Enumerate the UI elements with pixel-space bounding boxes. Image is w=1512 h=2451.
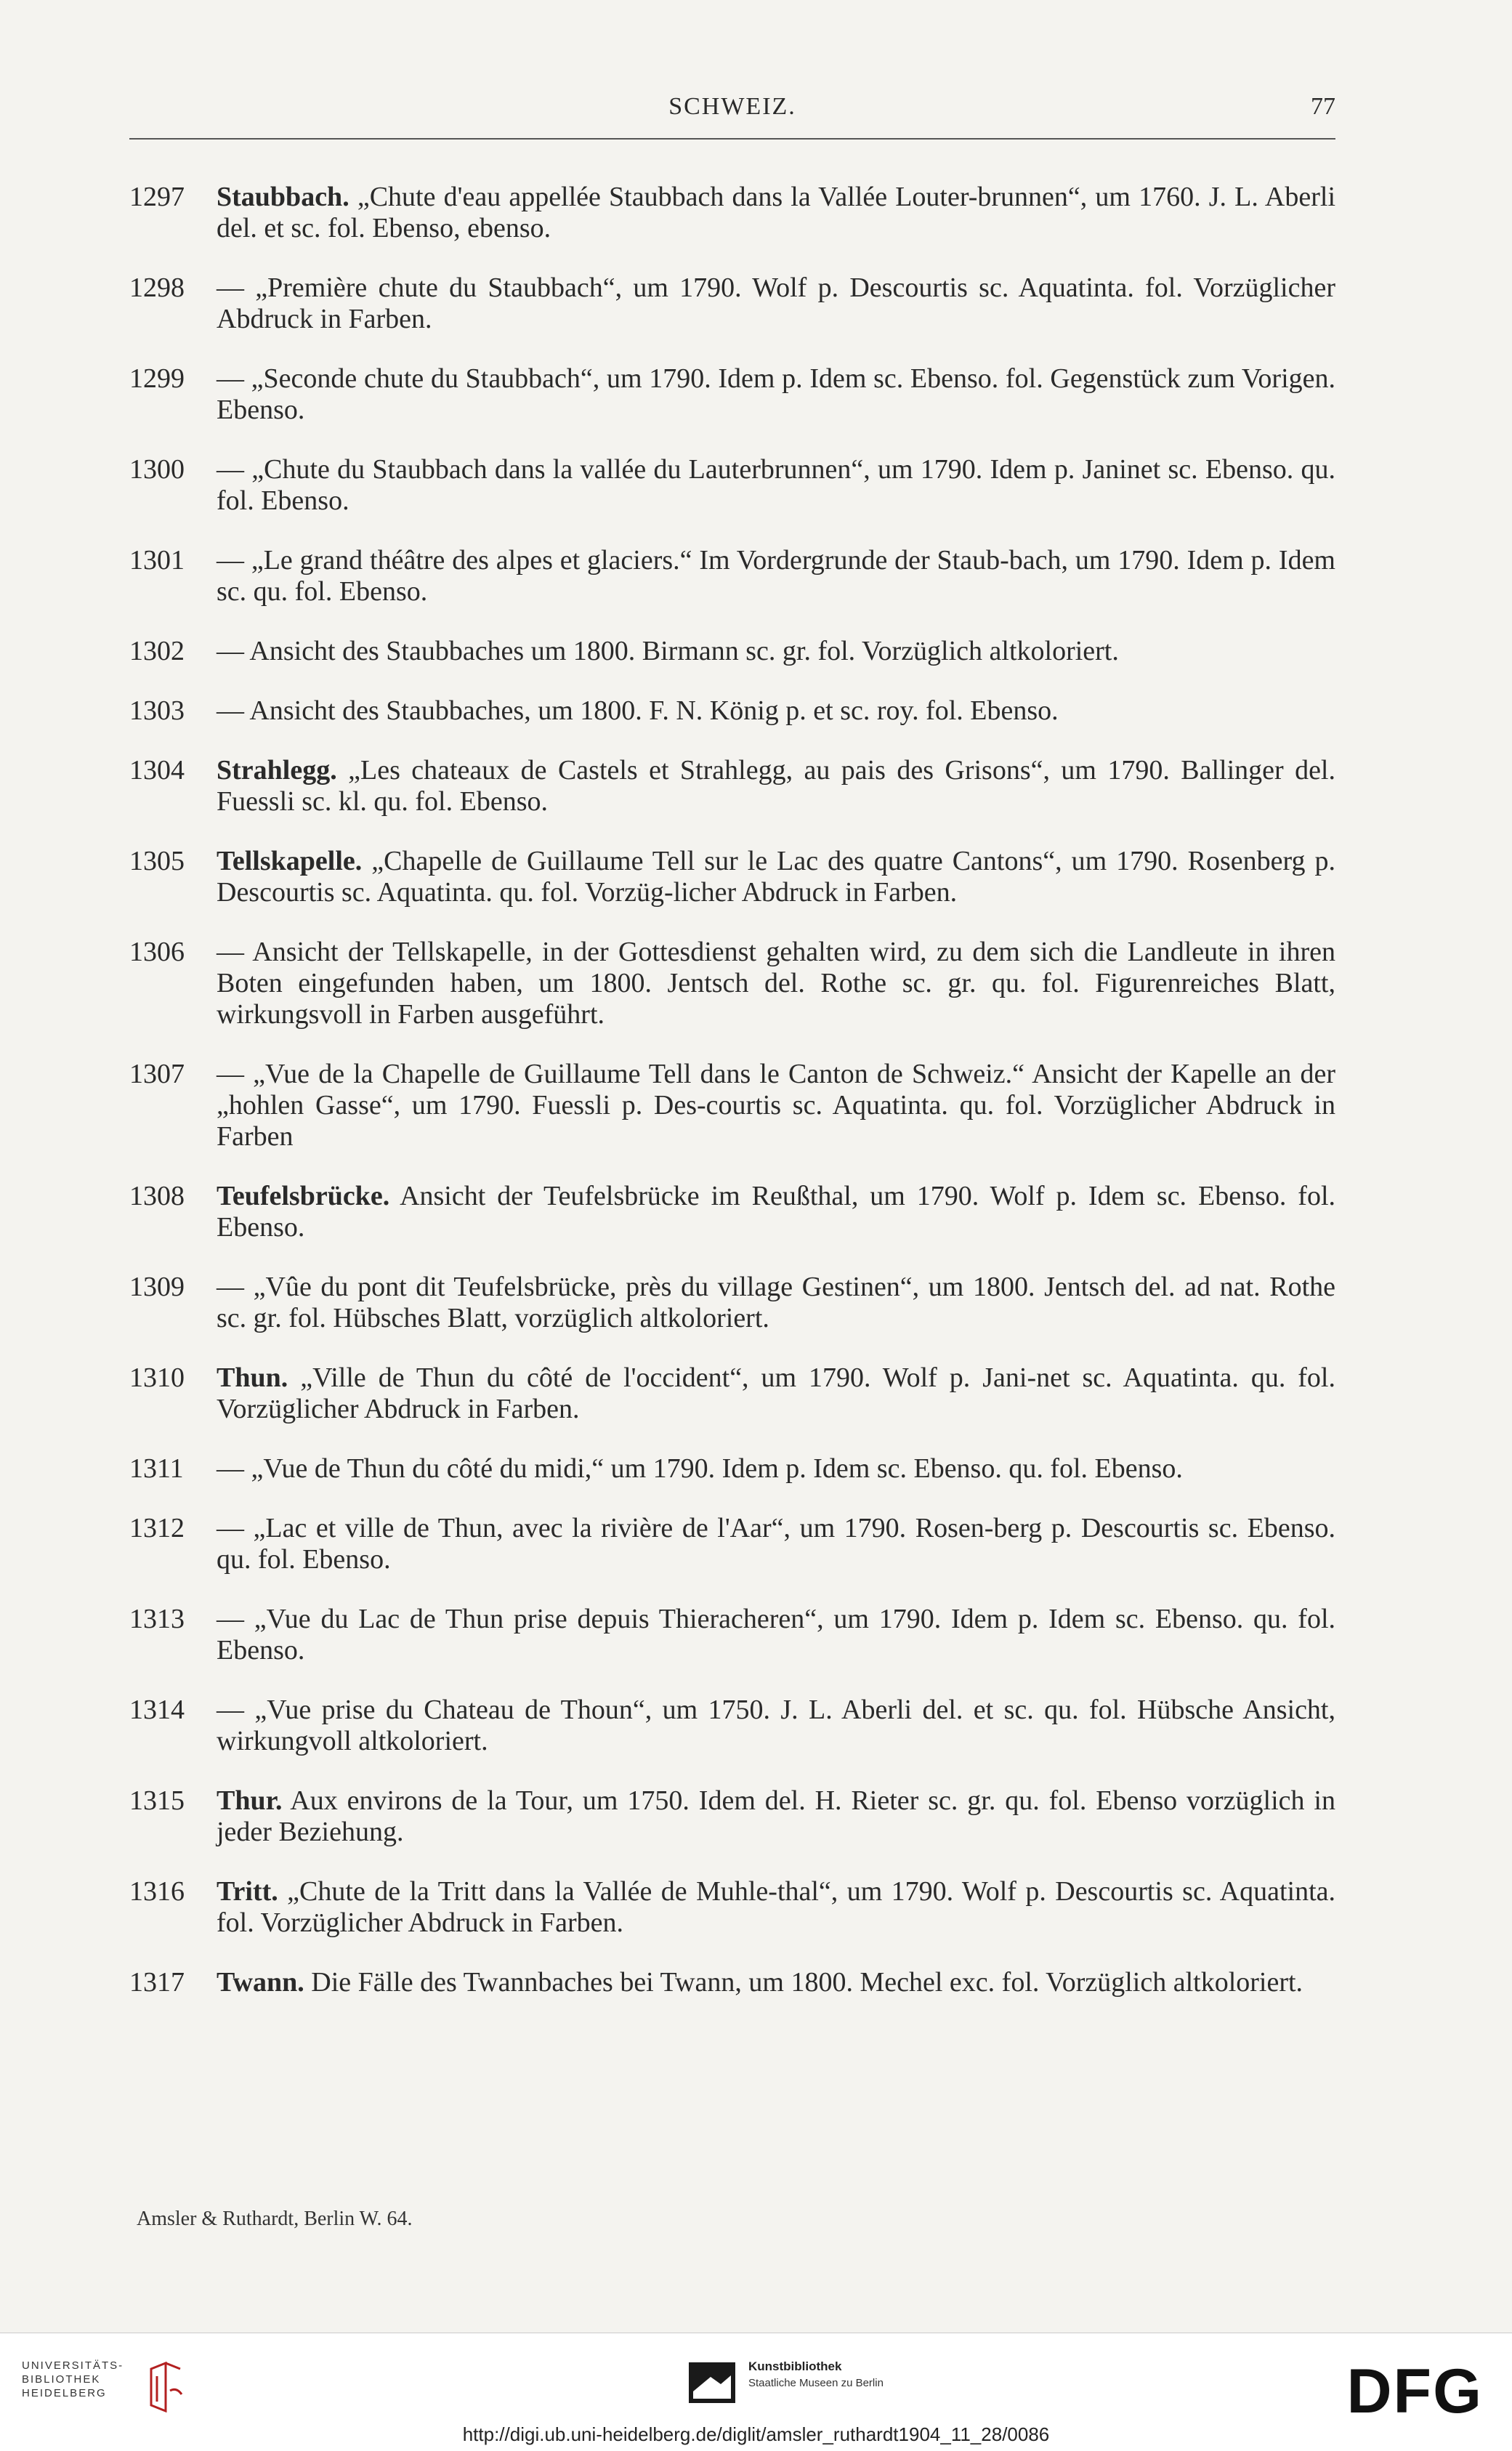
catalog-entries: [129, 182, 1335, 2027]
dfg-logo[interactable]: DFG: [1346, 2357, 1483, 2426]
entry-title: Tellskapelle.: [217, 846, 363, 876]
kunstbibliothek-logo[interactable]: [689, 2357, 979, 2407]
entry-number: 1309: [129, 1272, 185, 1302]
catalog-entry: [129, 1059, 1335, 1152]
entry-body: [217, 182, 1335, 244]
catalog-entry: [129, 1785, 1335, 1848]
catalog-entry: [129, 1181, 1335, 1243]
catalog-entry: [129, 1362, 1335, 1425]
entry-text: „Chapelle de Guillaume Tell sur le Lac des quatre Cantons“, um 1790. Rosenberg p. Descourtis sc. Aquatinta. qu. fol. Vorzüg-licher Abdruck in Farben.: [217, 846, 1335, 908]
uni-line-2: BIBLIOTHEK: [22, 2373, 101, 2386]
entry-title: Strahlegg.: [217, 755, 337, 786]
permalink-url[interactable]: http://digi.ub.uni-heidelberg.de/diglit/amsler_ruthardt1904_11_28/0086: [462, 2423, 1050, 2445]
entry-body: [217, 1695, 1335, 1757]
catalog-entry: [129, 1876, 1335, 1939]
entry-text: — Ansicht des Staubbaches, um 1800. F. N. König p. et sc. roy. fol. Ebenso.: [217, 695, 1059, 726]
entry-text: „Chute d'eau appellée Staubbach dans la Vallée Louter-brunnen“, um 1760. J. L. Aberli del. et sc. fol. Ebenso, ebenso.: [217, 182, 1335, 243]
entry-text: — Ansicht der Tellskapelle, in der Gottesdienst gehalten wird, zu dem sich die Landleute in ihren Boten eingefunden haben, um 1800. Jentsch del. Rothe sc. gr. qu. fol. Figurenreiches Blatt, wirkungsvoll in Farben ausgeführt.: [217, 937, 1335, 1030]
entry-text: — „Le grand théâtre des alpes et glaciers.“ Im Vordergrunde der Staub-bach, um 1790. Idem p. Idem sc. qu. fol. Ebenso.: [217, 545, 1335, 607]
university-seal-icon: [144, 2362, 187, 2412]
catalog-entry: [129, 272, 1335, 335]
entry-text: — „Seconde chute du Staubbach“, um 1790. Idem p. Idem sc. Ebenso. fol. Gegenstück zum Vorigen. Ebenso.: [217, 363, 1335, 425]
entry-title: Tritt.: [217, 1876, 278, 1907]
entry-body: [217, 1453, 1335, 1485]
entry-title: Thur.: [217, 1785, 283, 1816]
entry-number: 1310: [129, 1362, 185, 1393]
entry-body: [217, 1604, 1335, 1666]
entry-number: 1301: [129, 545, 185, 576]
header-rule: [129, 138, 1335, 140]
entry-number: 1298: [129, 272, 185, 303]
uni-line-3: HEIDELBERG: [22, 2387, 107, 2399]
catalog-entry: [129, 454, 1335, 517]
entry-body: [217, 545, 1335, 607]
entry-number: 1303: [129, 695, 185, 726]
entry-title: Teufelsbrücke.: [217, 1181, 390, 1211]
catalog-entry: [129, 755, 1335, 817]
page-header: [129, 93, 1335, 137]
entry-text: — „Lac et ville de Thun, avec la rivière de l'Aar“, um 1790. Rosen-berg p. Descourtis sc. Ebenso. qu. fol. Ebenso.: [217, 1513, 1335, 1575]
entry-number: 1300: [129, 454, 185, 485]
catalog-entry: [129, 1513, 1335, 1575]
entry-number: 1313: [129, 1604, 185, 1634]
entry-number: 1311: [129, 1453, 184, 1484]
entry-title: Twann.: [217, 1967, 304, 1998]
entry-body: [217, 1876, 1335, 1939]
viewer-footer: [0, 2333, 1512, 2451]
catalog-entry: [129, 1695, 1335, 1757]
entry-number: 1308: [129, 1181, 185, 1211]
catalog-entry: [129, 1604, 1335, 1666]
university-library-logo[interactable]: [22, 2359, 189, 2417]
entry-body: [217, 1059, 1335, 1152]
entry-text: „Ville de Thun du côté de l'occident“, um 1790. Wolf p. Jani-net sc. Aquatinta. qu. fol. Vorzüglicher Abdruck in Farben.: [217, 1362, 1335, 1424]
entry-text: Aux environs de la Tour, um 1750. Idem del. H. Rieter sc. gr. qu. fol. Ebenso vorzüglich in jeder Beziehung.: [217, 1785, 1335, 1847]
entry-number: 1317: [129, 1967, 185, 1998]
catalog-entry: [129, 937, 1335, 1030]
entry-body: [217, 695, 1335, 727]
running-title: SCHWEIZ.: [668, 93, 796, 120]
entry-text: „Chute de la Tritt dans la Vallée de Muhle-thal“, um 1790. Wolf p. Descourtis sc. Aquatinta. fol. Vorzüglicher Abdruck in Farben.: [217, 1876, 1335, 1938]
kunstbibliothek-name: Kunstbibliothek: [748, 2359, 842, 2373]
entry-text: — „Vue du Lac de Thun prise depuis Thieracheren“, um 1790. Idem p. Idem sc. Ebenso. qu. fol. Ebenso.: [217, 1604, 1335, 1665]
catalog-entry: [129, 1272, 1335, 1334]
entry-body: [217, 272, 1335, 335]
entry-number: 1316: [129, 1876, 185, 1907]
entry-number: 1297: [129, 182, 185, 212]
entry-body: [217, 454, 1335, 517]
kunstbibliothek-subtitle: Staatliche Museen zu Berlin: [748, 2377, 884, 2389]
catalog-entry: [129, 545, 1335, 607]
entry-number: 1314: [129, 1695, 185, 1725]
entry-text: — Ansicht des Staubbaches um 1800. Birmann sc. gr. fol. Vorzüglich altkoloriert.: [217, 636, 1119, 666]
entry-number: 1304: [129, 755, 185, 786]
catalog-entry: [129, 1967, 1335, 1998]
catalog-entry: [129, 363, 1335, 426]
kunstbibliothek-emblem-icon: [689, 2362, 735, 2403]
uni-line-1: UNIVERSITÄTS-: [22, 2359, 124, 2372]
catalog-entry: [129, 636, 1335, 667]
entry-body: [217, 1181, 1335, 1243]
entry-number: 1299: [129, 363, 185, 394]
catalog-entry: [129, 1453, 1335, 1485]
catalog-entry: [129, 695, 1335, 727]
entry-title: Thun.: [217, 1362, 288, 1393]
entry-text: — „Vue de Thun du côté du midi,“ um 1790. Idem p. Idem sc. Ebenso. qu. fol. Ebenso.: [217, 1453, 1183, 1484]
entry-body: [217, 755, 1335, 817]
entry-number: 1306: [129, 937, 185, 967]
entry-number: 1312: [129, 1513, 185, 1543]
entry-body: [217, 1513, 1335, 1575]
entry-number: 1315: [129, 1785, 185, 1816]
entry-text: — „Vue prise du Chateau de Thoun“, um 1750. J. L. Aberli del. et sc. qu. fol. Hübsche Ansicht, wirkungvoll altkoloriert.: [217, 1695, 1335, 1756]
entry-body: [217, 1967, 1335, 1998]
entry-body: [217, 1362, 1335, 1425]
page-number: 77: [1311, 93, 1335, 120]
entry-text: „Les chateaux de Castels et Strahlegg, au pais des Grisons“, um 1790. Ballinger del. Fuessli sc. kl. qu. fol. Ebenso.: [217, 755, 1335, 817]
entry-text: Ansicht der Teufelsbrücke im Reußthal, um 1790. Wolf p. Idem sc. Ebenso. fol. Ebenso.: [217, 1181, 1335, 1243]
catalog-entry: [129, 846, 1335, 908]
entry-body: [217, 1272, 1335, 1334]
entry-text: — „Vue de la Chapelle de Guillaume Tell dans le Canton de Schweiz.“ Ansicht der Kapelle an der „hohlen Gasse“, um 1790. Fuessli p. Des-courtis sc. Aquatinta. qu. fol. Vorzüglicher Abdruck in Farben: [217, 1059, 1335, 1152]
entry-body: [217, 636, 1335, 667]
entry-body: [217, 846, 1335, 908]
entry-number: 1302: [129, 636, 185, 666]
publisher-imprint: Amsler & Ruthardt, Berlin W. 64.: [137, 2208, 413, 2230]
entry-body: [217, 363, 1335, 426]
entry-body: [217, 937, 1335, 1030]
entry-number: 1305: [129, 846, 185, 876]
university-library-text: [22, 2359, 124, 2400]
catalog-entry: [129, 182, 1335, 244]
entry-body: [217, 1785, 1335, 1848]
entry-text: Die Fälle des Twannbaches bei Twann, um 1800. Mechel exc. fol. Vorzüglich altkoloriert.: [304, 1967, 1303, 1998]
entry-title: Staubbach.: [217, 182, 349, 212]
entry-number: 1307: [129, 1059, 185, 1089]
entry-text: — „Vûe du pont dit Teufelsbrücke, près du village Gestinen“, um 1800. Jentsch del. ad nat. Rothe sc. gr. fol. Hübsches Blatt, vorzüglich altkoloriert.: [217, 1272, 1335, 1333]
entry-text: — „Première chute du Staubbach“, um 1790. Wolf p. Descourtis sc. Aquatinta. fol. Vorzüglicher Abdruck in Farben.: [217, 272, 1335, 334]
entry-text: — „Chute du Staubbach dans la vallée du Lauterbrunnen“, um 1790. Idem p. Janinet sc. Ebenso. qu. fol. Ebenso.: [217, 454, 1335, 516]
